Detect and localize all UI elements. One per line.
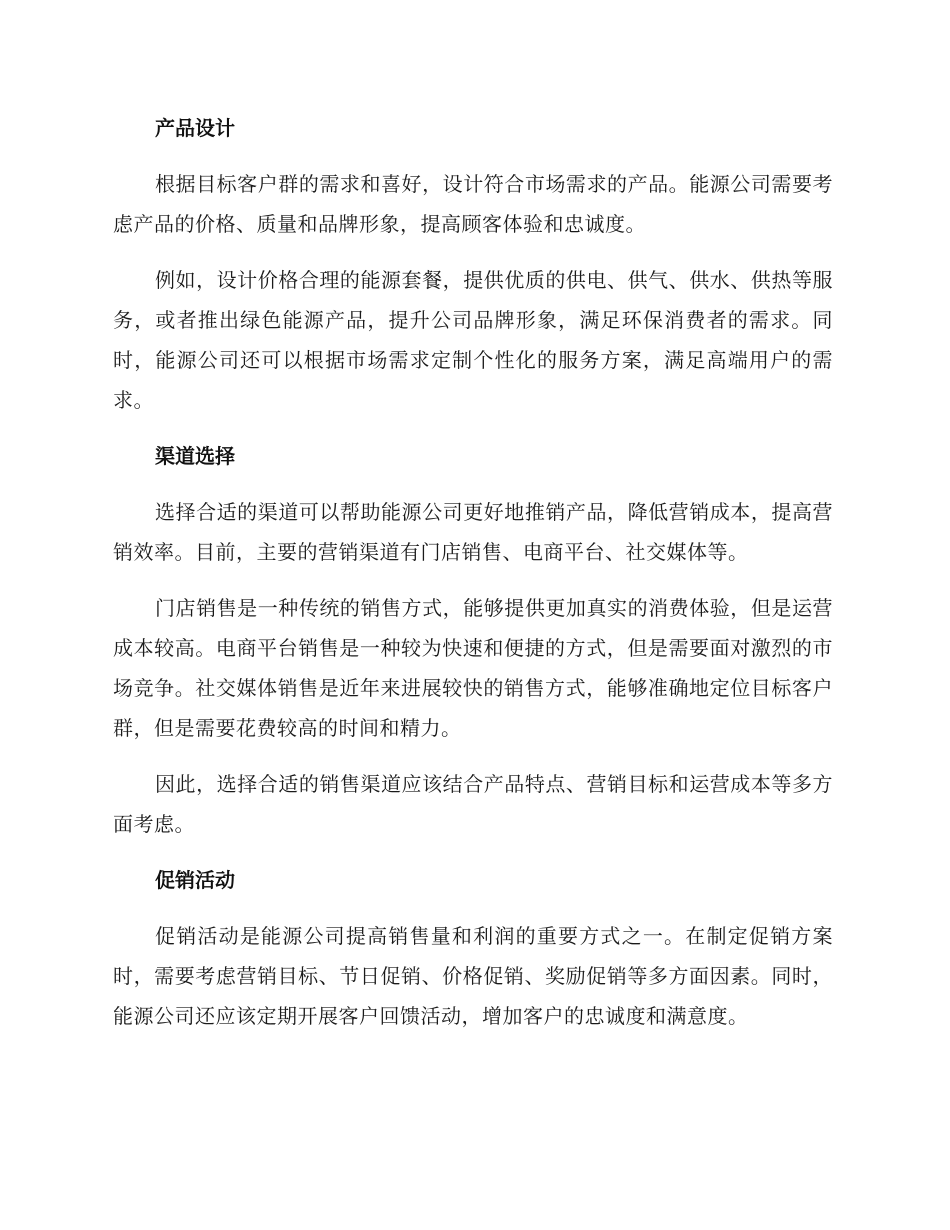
section-heading-promotions: 促销活动 <box>155 868 235 892</box>
paragraph: 因此，选择合适的销售渠道应该结合产品特点、营销目标和运营成本等多方面考虑。 <box>113 772 833 836</box>
section-heading-product-design: 产品设计 <box>155 116 235 140</box>
paragraph: 门店销售是一种传统的销售方式，能够提供更加真实的消费体验，但是运营成本较高。电商平台销售是一种较为快速和便捷的方式，但是需要面对激烈的市场竞争。社交媒体销售是近年来进展较快的销售方式，能够准确地定位目标客户群，但是需要花费较高的时间和精力。 <box>113 596 833 740</box>
paragraph: 选择合适的渠道可以帮助能源公司更好地推销产品，降低营销成本，提高营销效率。目前，主要的营销渠道有门店销售、电商平台、社交媒体等。 <box>113 500 833 564</box>
document-page <box>113 108 833 1036</box>
paragraph: 促销活动是能源公司提高销售量和利润的重要方式之一。在制定促销方案时，需要考虑营销目标、节日促销、价格促销、奖励促销等多方面因素。同时，能源公司还应该定期开展客户回馈活动，增加客户的忠诚度和满意度。 <box>113 924 833 1028</box>
section-heading-channel-selection: 渠道选择 <box>155 444 235 468</box>
paragraph: 例如，设计价格合理的能源套餐，提供优质的供电、供气、供水、供热等服务，或者推出绿色能源产品，提升公司品牌形象，满足环保消费者的需求。同时，能源公司还可以根据市场需求定制个性化的服务方案，满足高端用户的需求。 <box>113 268 833 412</box>
paragraph: 根据目标客户群的需求和喜好，设计符合市场需求的产品。能源公司需要考虑产品的价格、质量和品牌形象，提高顾客体验和忠诚度。 <box>113 172 833 236</box>
